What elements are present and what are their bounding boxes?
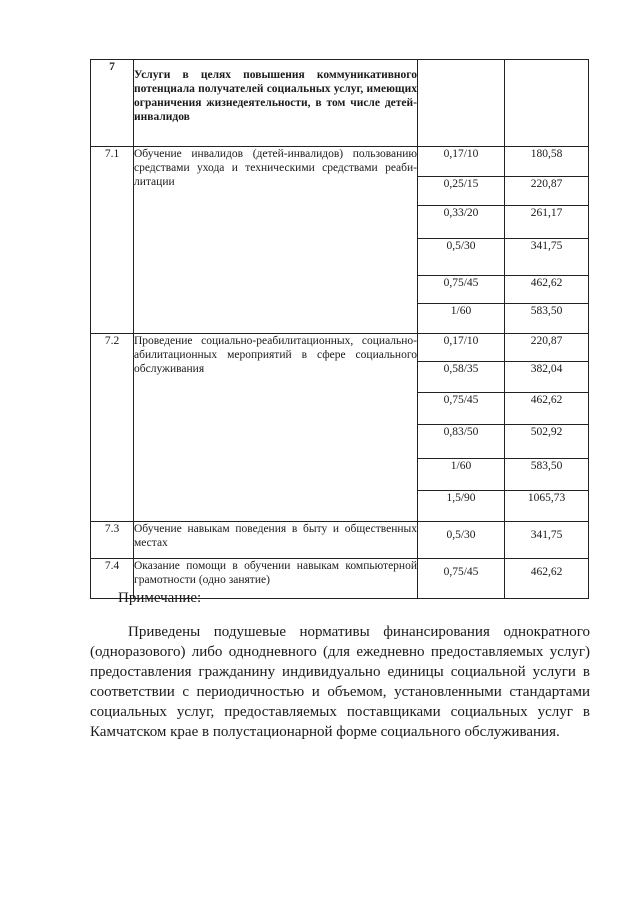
price-cell: 1065,73	[505, 491, 589, 522]
price-cell: 220,87	[505, 177, 589, 206]
norm-cell: 0,5/30	[418, 522, 505, 559]
norm-cell: 0,17/10	[418, 147, 505, 177]
price-cell: 180,58	[505, 147, 589, 177]
norm-cell: 0,33/20	[418, 206, 505, 239]
table-row	[91, 60, 589, 147]
norm-cell: 0,75/45	[418, 393, 505, 425]
price-cell: 220,87	[505, 334, 589, 362]
price-cell: 462,62	[505, 276, 589, 304]
service-name: Оказание помощи в обучении навыкам компьютерной грамотности (одно занятие)	[134, 559, 418, 599]
norm-cell: 0,75/45	[418, 276, 505, 304]
norm-cell: 1/60	[418, 459, 505, 491]
norm-cell: 0,17/10	[418, 334, 505, 362]
service-name: Обучение инвалидов (детей-инвалидов) пользованию средствами ухода и техническими средствами реаби- литации	[134, 147, 418, 334]
price-cell	[505, 60, 589, 147]
row-number: 7.1	[91, 147, 134, 334]
norm-cell: 0,5/30	[418, 239, 505, 276]
row-number: 7	[91, 60, 134, 147]
price-cell: 261,17	[505, 206, 589, 239]
norm-cell: 1,5/90	[418, 491, 505, 522]
price-cell: 583,50	[505, 459, 589, 491]
price-cell: 341,75	[505, 522, 589, 559]
price-cell: 341,75	[505, 239, 589, 276]
norm-cell: 0,83/50	[418, 425, 505, 459]
table-row	[91, 147, 589, 177]
price-cell: 382,04	[505, 362, 589, 393]
tariff-table	[90, 59, 589, 599]
service-name: Услуги в целях повышения коммуникативного потенциала получателей социальных услуг, имеющих ограничения жизнедеятельности, в том числе детей-инвалидов	[134, 60, 418, 147]
service-name: Обучение навыкам поведения в быту и общественных местах	[134, 522, 418, 559]
note-title: Примечание:	[118, 590, 202, 606]
price-cell: 502,92	[505, 425, 589, 459]
norm-cell: 0,25/15	[418, 177, 505, 206]
price-cell: 462,62	[505, 393, 589, 425]
norm-cell: 0,75/45	[418, 559, 505, 599]
norm-cell: 0,58/35	[418, 362, 505, 393]
row-number: 7.3	[91, 522, 134, 559]
norm-cell: 1/60	[418, 304, 505, 334]
price-cell: 583,50	[505, 304, 589, 334]
norm-cell	[418, 60, 505, 147]
row-number: 7.4	[91, 559, 134, 599]
table-row	[91, 334, 589, 362]
note-text: Приведены подушевые нормативы финансирования однократного (одноразового) либо однодневного (для ежедневно предоставляемых услуг) предоставления гражданину индивидуально единицы социальной услуги в соответствии с периодичностью и объемом, установленными стандартами социальных услуг, предоставляемых поставщиками социальных услуг в Камчатском крае в полустационарной форме социального обслуживания.	[90, 624, 590, 740]
price-cell: 462,62	[505, 559, 589, 599]
table-row	[91, 522, 589, 559]
service-name: Проведение социально-реабилитационных, социально-абилитационных мероприятий в сфере социального обслуживания	[134, 334, 418, 522]
row-number: 7.2	[91, 334, 134, 522]
